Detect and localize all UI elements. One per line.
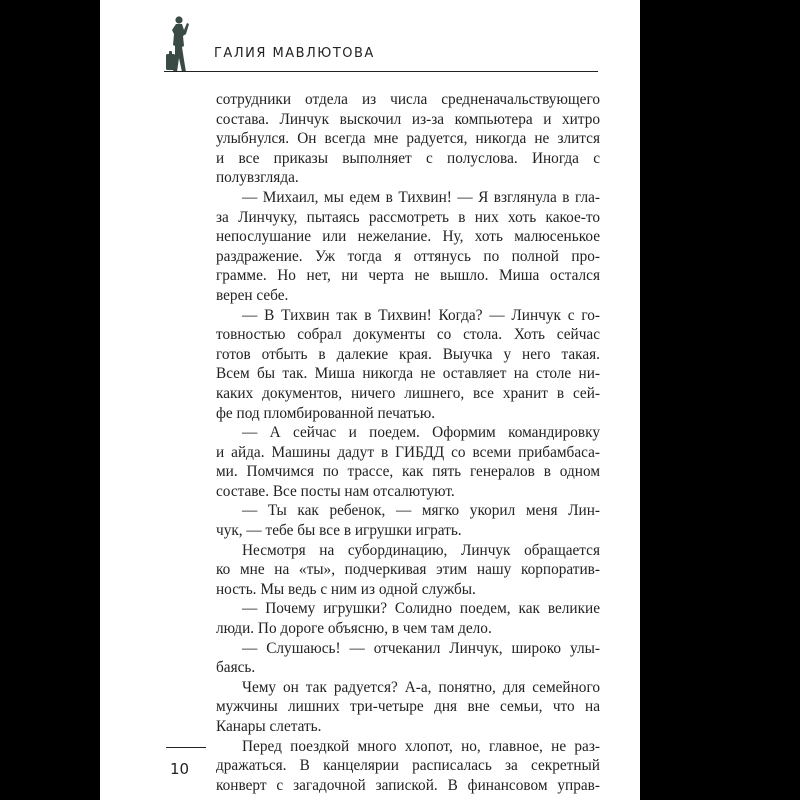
- text-line: составе. Все посты нам отсалютуют.: [216, 482, 455, 500]
- text-line: баясь.: [216, 659, 256, 677]
- text-line: каких документов, ничего лишнего, все хранит в сей-: [216, 384, 600, 402]
- woman-silhouette-icon: [164, 14, 194, 74]
- book-page: [100, 0, 640, 800]
- text-line: и все приказы выполняет с полуслова. Иногда с: [216, 149, 600, 167]
- text-line: Чему он так радуется? А-а, понятно, для семейного: [242, 678, 600, 696]
- text-line: ко мне на «ты», подчеркивая этим нашу корпоратив-: [216, 561, 600, 579]
- text-line: готов отбыть в далекие края. Выучка у него такая.: [216, 345, 600, 363]
- text-line: за Линчуку, пытаясь рассмотреть в них хоть какое-то: [216, 208, 600, 226]
- text-line: Всем бы так. Миша никогда не оставляет на столе ни-: [216, 365, 600, 383]
- text-line: конверт с загадочной запиской. В финансовом управ-: [216, 776, 600, 794]
- text-line: фе под пломбированной печатью.: [216, 404, 436, 422]
- text-line: мужчины лишних три-четыре дня вне семьи, что на: [216, 698, 600, 716]
- header-divider: [164, 71, 598, 72]
- text-line: верен себе.: [216, 286, 289, 304]
- body-text: [216, 90, 600, 795]
- text-line: — Почему игрушки? Солидно поедем, как великие: [242, 600, 600, 618]
- text-line: улыбнулся. Он всегда мне радуется, никогда не злится: [216, 130, 600, 148]
- text-line: — В Тихвин так в Тихвин! Когда? — Линчук с го-: [242, 306, 600, 324]
- text-line: Канары слетать.: [216, 718, 322, 735]
- text-line: — Слушаюсь! — отчеканил Линчук, широко улы-: [242, 639, 600, 657]
- text-line: люди. По дороге объясню, в чем там дело.: [216, 620, 492, 638]
- text-line: Перед поездкой много хлопот, но, главное, не раз-: [242, 737, 600, 755]
- footer-divider: [166, 747, 206, 748]
- author-name: ГАЛИЯ МАВЛЮТОВА: [214, 46, 375, 61]
- text-line: — Ты как ребенок, — мягко укорил меня Лин-: [242, 502, 600, 520]
- text-line: товностью собрал документы со стола. Хоть сейчас: [216, 326, 600, 344]
- text-line: ми. Помчимся по трассе, как пять генералов в одном: [216, 463, 600, 481]
- text-line: сотрудники отдела из числа средненачальствующего: [216, 91, 600, 108]
- running-header: [100, 0, 640, 74]
- page-number: 10: [170, 760, 190, 778]
- text-line: состава. Линчук выскочил из-за компьютера и хитро: [216, 110, 600, 128]
- text-line: непослушание или нежелание. Ну, хоть малюсенькое: [216, 228, 600, 246]
- text-line: ность. Мы ведь с ним из одной службы.: [216, 580, 476, 598]
- text-line: раздражение. Уж тогда я оттянусь по полной про-: [216, 247, 600, 265]
- text-line: — А сейчас и поедем. Оформим командировку: [242, 424, 600, 442]
- text-line: чук, — тебе бы все в игрушки играть.: [216, 522, 462, 540]
- text-line: грамме. Но нет, ни черта не вышло. Миша остался: [216, 267, 600, 285]
- text-line: дражаться. В канцелярии расписалась за секретный: [216, 757, 600, 775]
- text-line: и айда. Машины дадут в ГИБДД со всеми прибамбаса-: [216, 443, 600, 461]
- text-line: — Михаил, мы едем в Тихвин! — Я взглянула в гла-: [242, 188, 600, 206]
- text-line: Несмотря на субординацию, Линчук обращается: [242, 541, 600, 559]
- text-line: полувзгляда.: [216, 169, 299, 187]
